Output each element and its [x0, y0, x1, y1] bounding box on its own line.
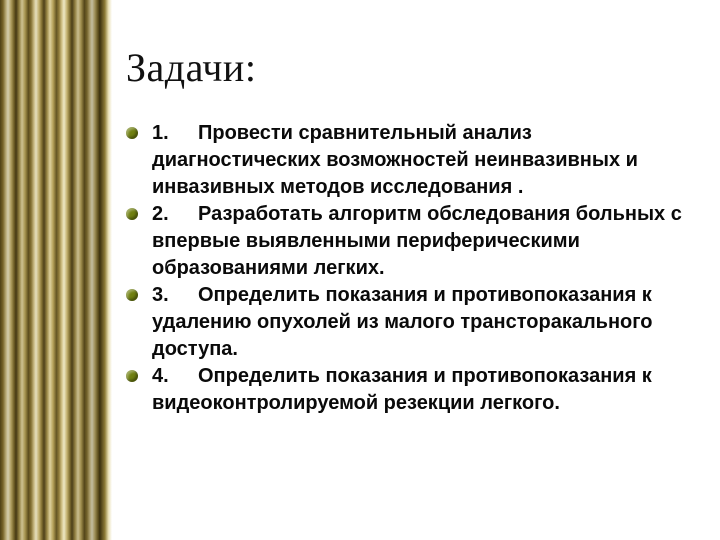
list-item-text: [152, 201, 706, 282]
item-number: 4.: [152, 365, 169, 387]
slide-title: Задачи:: [126, 45, 257, 90]
list-item-text: [152, 282, 706, 363]
list-item: [126, 282, 706, 363]
list-item: [126, 363, 706, 417]
item-body: Определить показания и противопоказания к удалению опухолей из малого трансторакального доступа.: [152, 284, 653, 360]
bullet-dot-icon: [126, 127, 138, 139]
item-body: Провести сравнительный анализ диагностических возможностей неинвазивных и инвазивных методов исследования .: [152, 122, 638, 198]
item-number: 1.: [152, 122, 169, 144]
item-number: 3.: [152, 284, 169, 306]
list-item: [126, 201, 706, 282]
list-item-text: [152, 120, 706, 201]
band-edge: [100, 0, 112, 540]
item-body: Разработать алгоритм обследования больных с впервые выявленными периферическими образованиями легких.: [152, 203, 682, 279]
item-number: 2.: [152, 203, 169, 225]
list-item: [126, 120, 706, 201]
bullet-dot-icon: [126, 289, 138, 301]
item-body: Определить показания и противопоказания к видеоконтролируемой резекции легкого.: [152, 365, 652, 414]
bullet-dot-icon: [126, 208, 138, 220]
bullet-dot-icon: [126, 370, 138, 382]
list-item-text: [152, 363, 706, 417]
band-shading: [0, 0, 100, 540]
task-list: [126, 120, 706, 417]
